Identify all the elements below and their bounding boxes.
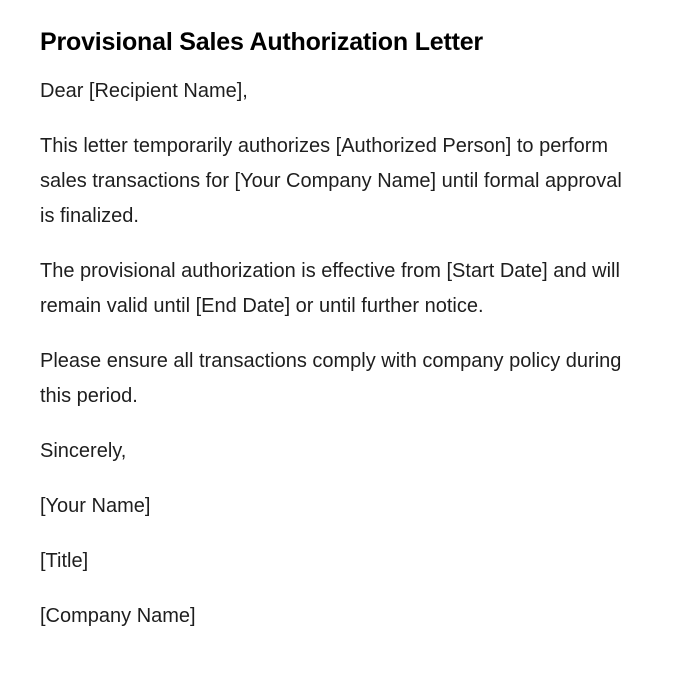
body-paragraph-validity: The provisional authorization is effective from [Start Date] and will remain valid until [End Date] or until further notice. xyxy=(40,260,620,317)
signature-company: [Company Name] xyxy=(40,605,196,627)
body-paragraph-compliance: Please ensure all transactions comply with company policy during this period. xyxy=(40,350,622,407)
signature-name: [Your Name] xyxy=(40,495,151,517)
body-paragraph-authorization: This letter temporarily authorizes [Authorized Person] to perform sales transactions for [Your Company Name] until formal approval is finalized. xyxy=(40,135,622,227)
salutation: Dear [Recipient Name], xyxy=(40,80,248,102)
closing: Sincerely, xyxy=(40,440,127,462)
letter-title: Provisional Sales Authorization Letter xyxy=(40,28,483,56)
signature-title: [Title] xyxy=(40,550,89,572)
